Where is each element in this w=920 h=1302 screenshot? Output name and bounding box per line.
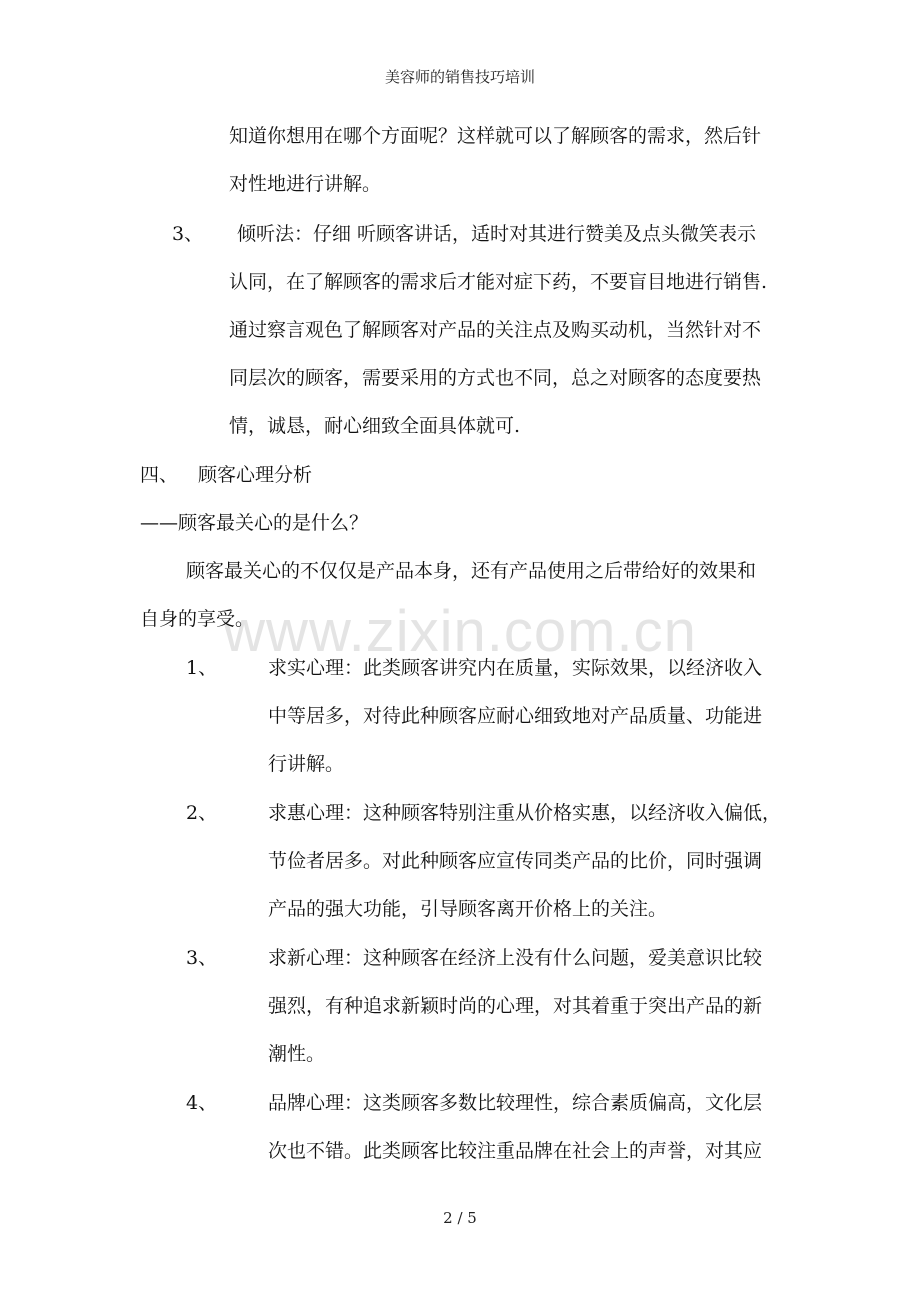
page-header: 美容师的销售技巧培训 [384,68,535,86]
list-item-line: 通过察言观色了解顾客对产品的关注点及购买动机，当然针对不 [229,319,762,341]
list-number: 1、 [186,657,218,679]
section-number: 四、 [140,464,179,486]
list-item-line: 节俭者居多。对此种顾客应宣传同类产品的比价，同时强调 [268,850,763,872]
paragraph-line: 自身的享受。 [140,608,255,630]
list-number: 3、 [186,947,218,969]
list-item-line: 求实心理：此类顾客讲究内在质量，实际效果，以经济收入 [268,657,763,679]
list-item-line: 品牌心理：这类顾客多数比较理性，综合素质偏高，文化层 [268,1092,763,1114]
list-number: 3、 [172,223,204,245]
watermark: www.zixin.com.cn [223,599,697,664]
list-item-line: 次也不错。此类顾客比较注重品牌在社会上的声誉，对其应 [268,1140,763,1162]
paragraph-line: 顾客最关心的不仅仅是产品本身，还有产品使用之后带给好的效果和 [186,560,757,582]
list-item-line: 中等居多，对待此种顾客应耐心细致地对产品质量、功能进 [268,705,763,727]
list-item-line: 强烈，有种追求新颖时尚的心理，对其着重于突出产品的新 [268,995,763,1017]
body-line: 知道你想用在哪个方面呢？这样就可以了解顾客的需求，然后针 [229,125,762,147]
list-item-line: 倾听法：仔细 听顾客讲话，适时对其进行赞美及点头微笑表示 [237,223,757,245]
list-number: 2、 [186,802,218,824]
page-number: 2 / 5 [443,1209,477,1227]
list-item-line: 同层次的顾客，需要采用的方式也不同，总之对顾客的态度要热 [229,367,762,389]
list-item-line: 情，诚恳，耐心细致全面具体就可. [229,415,521,437]
list-item-line: 行讲解。 [268,753,345,775]
list-number: 4、 [186,1092,218,1114]
list-item-line: 产品的强大功能，引导顾客离开价格上的关注。 [268,898,668,920]
section-subtitle: ——顾客最关心的是什么？ [140,512,369,534]
body-line: 对性地进行讲解。 [229,173,382,195]
section-title: 顾客心理分析 [198,464,313,486]
list-item-line: 求惠心理：这种顾客特别注重从价格实惠，以经济收入偏低， [268,802,782,824]
list-item-line: 潮性。 [268,1043,326,1065]
list-item-line: 认同，在了解顾客的需求后才能对症下药，不要盲目地进行销售. [229,271,768,293]
list-item-line: 求新心理：这种顾客在经济上没有什么问题，爱美意识比较 [268,947,763,969]
